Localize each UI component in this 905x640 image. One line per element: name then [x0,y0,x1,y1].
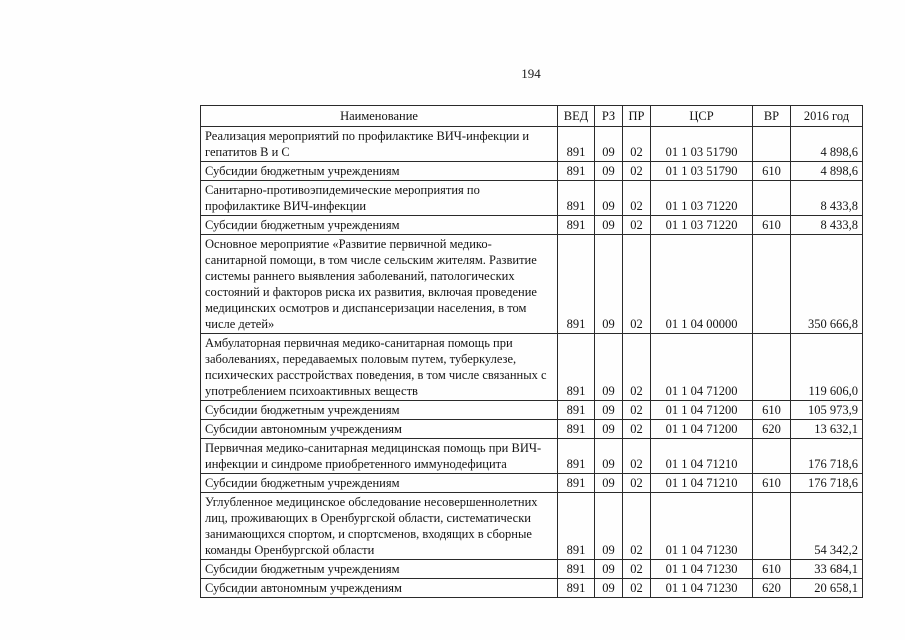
pr-cell: 02 [623,162,651,181]
csr-cell: 01 1 03 71220 [651,181,753,216]
csr-cell: 01 1 04 00000 [651,235,753,334]
vr-cell: 620 [753,420,791,439]
table-row [201,560,863,579]
table-header-row [201,106,863,127]
amount-cell: 119 606,0 [791,334,863,401]
ved-cell: 891 [558,334,595,401]
csr-cell: 01 1 04 71230 [651,560,753,579]
name-cell: Первичная медико-санитарная медицинская помощь при ВИЧ-инфекции и синдроме приобретенного иммунодефицита [201,439,558,474]
name-cell: Амбулаторная первичная медико-санитарная помощь при заболеваниях, передаваемых половым путем, туберкулезе, психических расстройствах поведения, в том числе связанных с употреблением психоактивных веществ [201,334,558,401]
name-cell: Санитарно-противоэпидемические мероприятия по профилактике ВИЧ-инфекции [201,181,558,216]
table-row [201,401,863,420]
column-header-5: ВР [753,106,791,127]
ved-cell: 891 [558,235,595,334]
column-header-4: ЦСР [651,106,753,127]
name-cell: Субсидии бюджетным учреждениям [201,401,558,420]
rz-cell: 09 [595,439,623,474]
rz-cell: 09 [595,401,623,420]
pr-cell: 02 [623,216,651,235]
csr-cell: 01 1 04 71210 [651,474,753,493]
csr-cell: 01 1 04 71200 [651,334,753,401]
pr-cell: 02 [623,401,651,420]
column-header-2: РЗ [595,106,623,127]
table-row [201,127,863,162]
rz-cell: 09 [595,334,623,401]
name-cell: Субсидии автономным учреждениям [201,579,558,598]
vr-cell [753,235,791,334]
vr-cell: 610 [753,474,791,493]
amount-cell: 13 632,1 [791,420,863,439]
ved-cell: 891 [558,162,595,181]
ved-cell: 891 [558,401,595,420]
ved-cell: 891 [558,560,595,579]
budget-table [200,105,863,598]
table-row [201,162,863,181]
amount-cell: 176 718,6 [791,439,863,474]
table-row [201,216,863,235]
column-header-3: ПР [623,106,651,127]
ved-cell: 891 [558,579,595,598]
ved-cell: 891 [558,216,595,235]
pr-cell: 02 [623,493,651,560]
amount-cell: 54 342,2 [791,493,863,560]
rz-cell: 09 [595,420,623,439]
pr-cell: 02 [623,579,651,598]
name-cell: Реализация мероприятий по профилактике ВИЧ-инфекции и гепатитов B и C [201,127,558,162]
amount-cell: 4 898,6 [791,162,863,181]
amount-cell: 176 718,6 [791,474,863,493]
pr-cell: 02 [623,439,651,474]
vr-cell: 620 [753,579,791,598]
page-number: 194 [521,66,541,81]
pr-cell: 02 [623,181,651,216]
vr-cell [753,334,791,401]
pr-cell: 02 [623,235,651,334]
pr-cell: 02 [623,560,651,579]
name-cell: Субсидии бюджетным учреждениям [201,474,558,493]
table-row [201,235,863,334]
column-header-6: 2016 год [791,106,863,127]
column-header-1: ВЕД [558,106,595,127]
rz-cell: 09 [595,493,623,560]
csr-cell: 01 1 03 51790 [651,127,753,162]
rz-cell: 09 [595,216,623,235]
name-cell: Субсидии автономным учреждениям [201,420,558,439]
vr-cell: 610 [753,162,791,181]
table-row [201,181,863,216]
name-cell: Основное мероприятие «Развитие первичной медико-санитарной помощи, в том числе сельским жителям. Развитие системы раннего выявления заболеваний, патологических состояний и факторов риска их развития, включая проведение медицинских осмотров и диспансеризации населения, в том числе детей» [201,235,558,334]
pr-cell: 02 [623,127,651,162]
rz-cell: 09 [595,235,623,334]
vr-cell [753,127,791,162]
vr-cell: 610 [753,401,791,420]
amount-cell: 105 973,9 [791,401,863,420]
table-row [201,579,863,598]
table-row [201,474,863,493]
ved-cell: 891 [558,493,595,560]
amount-cell: 8 433,8 [791,216,863,235]
vr-cell [753,181,791,216]
csr-cell: 01 1 04 71200 [651,401,753,420]
amount-cell: 350 666,8 [791,235,863,334]
pr-cell: 02 [623,334,651,401]
amount-cell: 8 433,8 [791,181,863,216]
rz-cell: 09 [595,162,623,181]
name-cell: Углубленное медицинское обследование несовершеннолетних лиц, проживающих в Оренбургской области, систематически занимающихся спортом, и спортсменов, входящих в сборные команды Оренбургской области [201,493,558,560]
rz-cell: 09 [595,560,623,579]
rz-cell: 09 [595,181,623,216]
ved-cell: 891 [558,127,595,162]
ved-cell: 891 [558,181,595,216]
ved-cell: 891 [558,439,595,474]
ved-cell: 891 [558,474,595,493]
csr-cell: 01 1 03 71220 [651,216,753,235]
table-row [201,334,863,401]
csr-cell: 01 1 04 71230 [651,579,753,598]
name-cell: Субсидии бюджетным учреждениям [201,162,558,181]
amount-cell: 4 898,6 [791,127,863,162]
amount-cell: 33 684,1 [791,560,863,579]
name-cell: Субсидии бюджетным учреждениям [201,560,558,579]
rz-cell: 09 [595,579,623,598]
csr-cell: 01 1 04 71200 [651,420,753,439]
ved-cell: 891 [558,420,595,439]
vr-cell: 610 [753,216,791,235]
csr-cell: 01 1 04 71210 [651,439,753,474]
amount-cell: 20 658,1 [791,579,863,598]
rz-cell: 09 [595,474,623,493]
name-cell: Субсидии бюджетным учреждениям [201,216,558,235]
table-row [201,493,863,560]
table-row [201,420,863,439]
csr-cell: 01 1 03 51790 [651,162,753,181]
vr-cell [753,439,791,474]
table-row [201,439,863,474]
vr-cell [753,493,791,560]
vr-cell: 610 [753,560,791,579]
table-body [201,127,863,598]
pr-cell: 02 [623,420,651,439]
column-header-0: Наименование [201,106,558,127]
rz-cell: 09 [595,127,623,162]
pr-cell: 02 [623,474,651,493]
csr-cell: 01 1 04 71230 [651,493,753,560]
